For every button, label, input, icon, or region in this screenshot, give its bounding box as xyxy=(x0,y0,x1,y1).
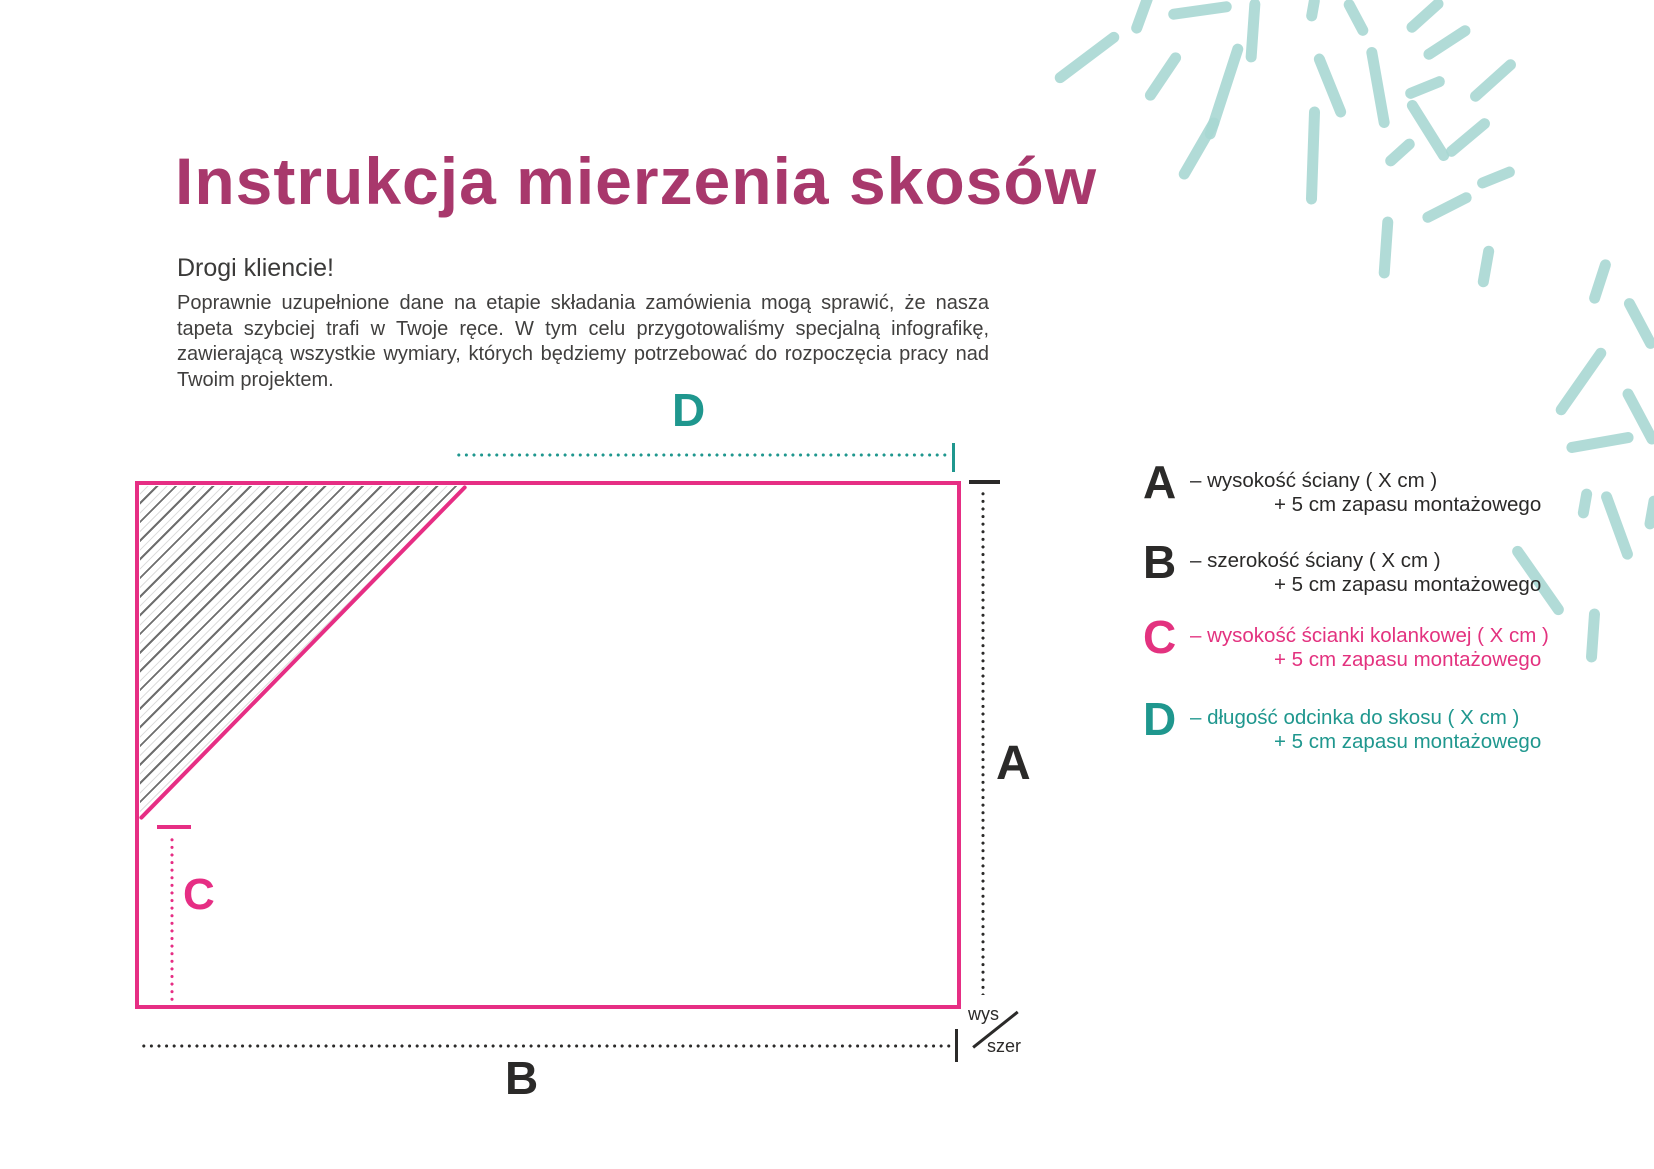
dimension-a-end-tick xyxy=(969,480,1000,484)
dimension-a-label: A xyxy=(996,737,1031,790)
greeting-text: Drogi kliencie! xyxy=(177,254,335,282)
decor-grain-icon xyxy=(1143,50,1183,103)
decor-grain-icon xyxy=(1644,494,1654,529)
dimension-b-dotted-line xyxy=(140,1044,951,1048)
axis-note-height: wys xyxy=(968,1004,999,1024)
legend-item-c xyxy=(1143,611,1549,671)
legend-d-line1: – długość odcinka do skosu ( X cm ) xyxy=(1190,706,1520,729)
dimension-d-dotted-line xyxy=(455,453,951,457)
decor-grain-icon xyxy=(1053,29,1122,85)
decor-grain-icon xyxy=(1600,489,1635,560)
legend-c-line2: + 5 cm zapasu montażowego xyxy=(1274,647,1542,671)
decor-grain-icon xyxy=(1444,115,1492,158)
decor-grain-icon xyxy=(1577,487,1593,518)
decor-grain-icon xyxy=(1403,74,1446,100)
legend-letter-c: C xyxy=(1143,611,1177,663)
decor-grain-icon xyxy=(1130,0,1155,35)
page-title: Instrukcja mierzenia skosów xyxy=(175,144,1098,218)
legend-letter-a: A xyxy=(1143,456,1177,508)
decor-grain-icon xyxy=(1383,136,1417,168)
decor-grain-icon xyxy=(1622,296,1654,351)
decor-grain-icon xyxy=(1566,431,1635,454)
decor-grain-icon xyxy=(1421,23,1472,62)
decor-grain-icon xyxy=(1365,46,1390,129)
dimension-d-end-tick xyxy=(952,443,955,472)
decor-grain-icon xyxy=(1420,190,1473,224)
dimension-d-label: D xyxy=(672,384,706,436)
legend-letter-b: B xyxy=(1143,536,1177,588)
dimension-c-label: C xyxy=(183,870,215,919)
legend-c-line1: – wysokość ścianki kolankowej ( X cm ) xyxy=(1190,624,1549,647)
decor-grain-icon xyxy=(1177,115,1222,181)
intro-paragraph: Poprawnie uzupełnione dane na etapie składania zamówienia mogą sprawić, że nasza tapeta szybciej trafi w Twoje ręce. W tym celu przygotowaliśmy specjalną infografikę, zawierającą wszystkie wymiary, których będziemy potrzebować do rozpoczęcia pracy nad Twoim projektem. xyxy=(177,292,989,391)
decor-grain-icon xyxy=(1245,0,1260,62)
decor-grain-icon xyxy=(1342,0,1370,37)
legend-b-line1: – szerokość ściany ( X cm ) xyxy=(1190,549,1441,572)
legend-a-line2: + 5 cm zapasu montażowego xyxy=(1274,492,1542,516)
axis-note-width: szer xyxy=(987,1036,1022,1056)
decor-grain-icon xyxy=(1586,608,1601,663)
decor-grain-icon xyxy=(1378,216,1393,279)
decor-grain-icon xyxy=(1305,0,1320,22)
decor-grain-icon xyxy=(1168,0,1233,20)
dimension-b-end-tick xyxy=(955,1029,958,1062)
decor-grain-icon xyxy=(1468,57,1518,104)
decor-grain-icon xyxy=(1306,106,1320,204)
decor-grain-icon xyxy=(1554,345,1609,417)
decor-grain-icon xyxy=(1405,97,1451,162)
legend-item-a xyxy=(1143,456,1542,516)
dimension-a-dotted-line xyxy=(981,490,985,995)
dimension-b-label: B xyxy=(505,1052,539,1104)
legend-b-line2: + 5 cm zapasu montażowego xyxy=(1274,572,1542,596)
legend-a-line1: – wysokość ściany ( X cm ) xyxy=(1190,469,1438,492)
legend-letter-d: D xyxy=(1143,693,1177,745)
dimension-c-end-tick xyxy=(157,825,191,829)
legend-item-d xyxy=(1143,693,1542,753)
decor-grain-icon xyxy=(1477,244,1495,287)
legend-item-b xyxy=(1143,536,1542,596)
decor-grain-icon xyxy=(1475,164,1516,189)
decor-grain-icon xyxy=(1588,257,1613,304)
legend-d-line2: + 5 cm zapasu montażowego xyxy=(1274,729,1542,753)
dimension-c-dotted-line xyxy=(170,836,174,1003)
decor-grain-icon xyxy=(1404,0,1446,34)
